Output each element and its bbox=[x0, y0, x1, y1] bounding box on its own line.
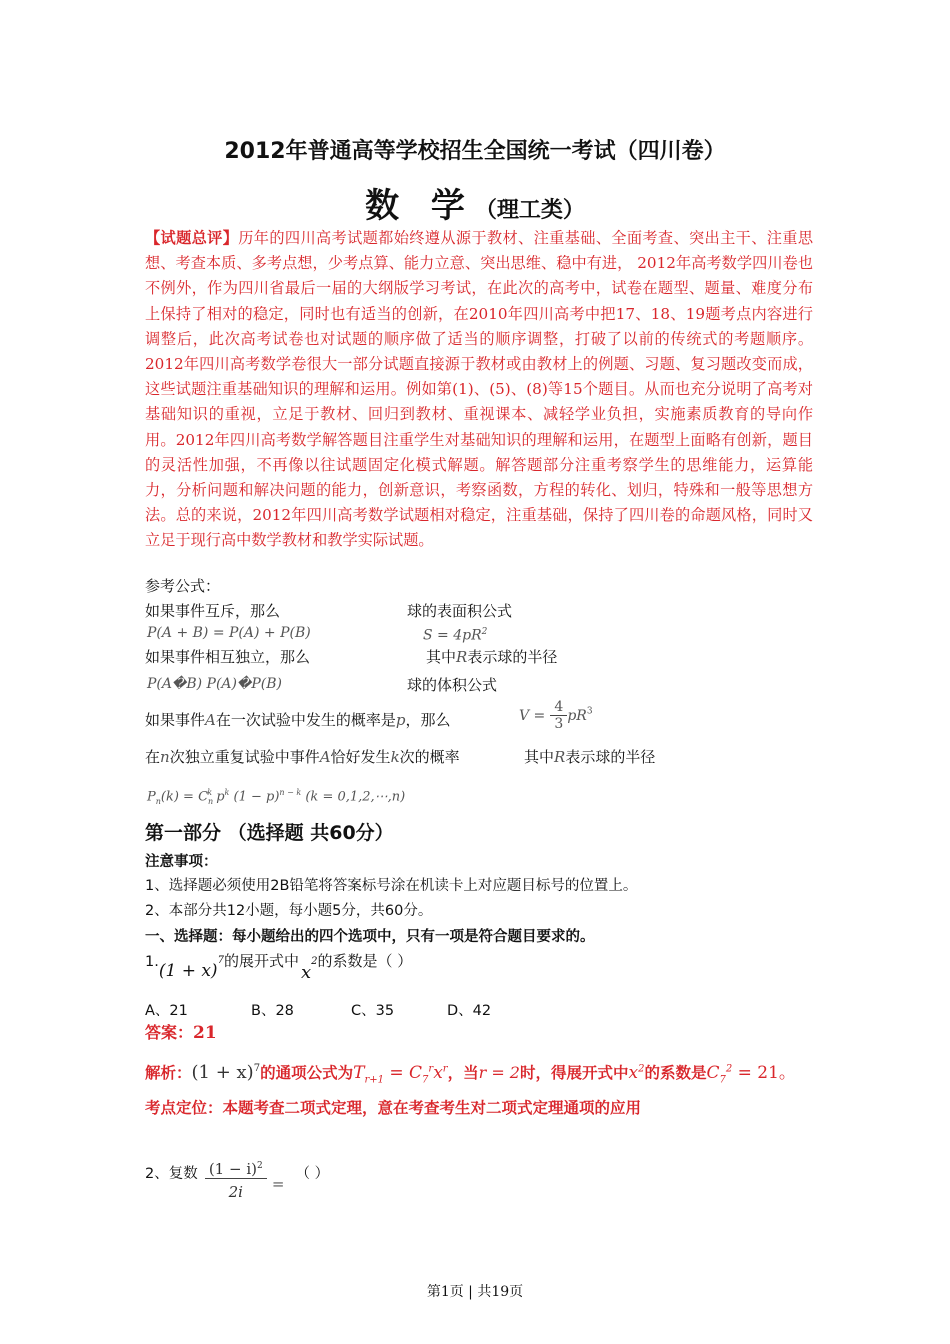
analysis-comb-sub: 7 bbox=[719, 1074, 726, 1086]
frac-num: 4 bbox=[550, 699, 567, 716]
q1-option-c[interactable]: C、35 bbox=[351, 1003, 395, 1019]
section-title: 第一部分 （选择题 共60分） bbox=[145, 822, 394, 844]
q1-x bbox=[300, 956, 318, 983]
formula-l5 bbox=[145, 709, 451, 730]
analysis-term bbox=[353, 1063, 448, 1086]
l7-tail2: (1 − p) bbox=[233, 789, 280, 805]
q1-option-a[interactable]: A、21 bbox=[145, 1003, 188, 1019]
l6-d: 次的概率 bbox=[399, 748, 460, 766]
q2-num-sup: 2 bbox=[256, 1161, 263, 1171]
analysis-comb-c: C bbox=[706, 1063, 720, 1083]
l5-V: V = bbox=[519, 708, 546, 724]
analysis-c-sub: 7 bbox=[422, 1074, 429, 1086]
l6-c: 恰好发生 bbox=[330, 748, 391, 766]
binomial-prob-formula: $P_n(k) = C_n^k$ $p^k$ $(1 - p)^{n - k}$ (k = 0,1,2,⋯,n) bbox=[147, 788, 406, 806]
analysis-x: x bbox=[433, 1063, 443, 1083]
q2-denominator: 2i bbox=[228, 1183, 243, 1201]
analysis-h: 时，得展开式中 bbox=[519, 1064, 629, 1082]
analysis-t-sub: r+1 bbox=[364, 1074, 384, 1086]
analysis-c: = C bbox=[383, 1063, 423, 1083]
note-1: 1、选择题必须使用2B铅笔将答案标号涂在机读卡上对应题目标号的位置上。 bbox=[145, 878, 638, 894]
l5-p: p bbox=[395, 711, 406, 729]
l3-a: 其中 bbox=[426, 648, 457, 666]
analysis-x-sup: r bbox=[442, 1063, 448, 1075]
l5-b: 在一次试验中发生的概率是 bbox=[215, 711, 396, 729]
l3-r: R bbox=[456, 648, 468, 666]
analysis-x2-sup: 2 bbox=[638, 1063, 645, 1075]
q2-numerator bbox=[205, 1160, 267, 1179]
q1-option-b[interactable]: B、28 bbox=[251, 1003, 294, 1019]
q1-analysis bbox=[145, 1058, 796, 1085]
analysis-j: 的系数是 bbox=[644, 1064, 707, 1082]
question-2 bbox=[145, 1160, 329, 1201]
l6-e: 其中 bbox=[524, 748, 555, 766]
l5-c: ，那么 bbox=[405, 711, 451, 729]
analysis-comb bbox=[706, 1063, 733, 1086]
analysis-expr-base: (1 + x) bbox=[191, 1062, 254, 1083]
question-1 bbox=[145, 950, 413, 983]
l6-b: 次独立重复试验中事件 bbox=[169, 748, 320, 766]
formula-l2-right bbox=[423, 627, 487, 644]
l5-A: A bbox=[205, 711, 216, 729]
l5-pR: pR bbox=[567, 708, 587, 724]
l3-b: 表示球的半径 bbox=[467, 648, 558, 666]
exam-subtitle bbox=[0, 178, 950, 227]
review-text: 历年的四川高考试题都始终遵从源于教材、注重基础、全面考查、突出主干、注重思想、考查本质、多考点想，少考点算、能力立意、突出思维、稳中有进， 2012年高考数学四川卷也不例外，作为四川省最后一届的大纲版学习考试，在此次的高考中，试卷在题型、题量、难度分布上保持了相对的稳定，同时也有适当的创新，在2010年四川高考中把17、18、19题考点内容进行调整后，此次高考试卷也对试题的顺序做了适当的顺序调整，打破了以前的传统式的考题顺序。2012年四川高考数学卷很大一部分试题直接源于教材或由教材上的例题、习题、复习题改变而成，这些试题注重基础知识的理解和运用。例如第(1)、(5)、(8)等15个题目。从而也充分说明了高考对基础知识的重视，立足于教材、回归到教材、重视课本、减轻学业负担，实施素质教育的导向作用。2012年四川高考数学解答题目注重学生对基础知识的理解和运用，在题型上面略有创新，题目的灵活性加强，不再像以往试题固定化模式解题。解答题部分注重考察学生的思维能力，运算能力，分析问题和解决问题的能力，创新意识，考察函数，方程的转化、划归，特殊和一般等思想方法。总的来说，2012年四川高考数学试题相对稳定，注重基础，保持了四川卷的命题风格，同时又立足于现行高中数学教材和教学实际试题。 bbox=[145, 229, 814, 550]
formula-l2-left: P(A + B) = P(A) + P(B) bbox=[147, 625, 311, 641]
analysis-t: T bbox=[353, 1063, 365, 1083]
analysis-x2-base: x bbox=[628, 1063, 639, 1083]
l6-n: n bbox=[160, 748, 170, 766]
sphere-area-exp: 2 bbox=[481, 627, 488, 637]
q1-x-base: x bbox=[300, 962, 312, 983]
q2-fraction bbox=[205, 1160, 267, 1201]
analysis-x2 bbox=[629, 1063, 645, 1083]
q2-eq: = bbox=[271, 1175, 285, 1193]
l7-rest: (k) = C bbox=[160, 789, 209, 805]
l6-f: 表示球的半径 bbox=[565, 748, 656, 766]
part-heading: 一、选择题：每小题给出的四个选项中，只有一项是符合题目要求的。 bbox=[145, 929, 595, 945]
sphere-area-formula: S = 4pR bbox=[423, 627, 482, 644]
analysis-b: 的通项公式为 bbox=[260, 1064, 354, 1082]
note-2: 2、本部分共12小题，每小题5分，共60分。 bbox=[145, 903, 433, 919]
l7-tail3: (k = 0,1,2,⋯,n) bbox=[305, 789, 406, 805]
review-tag: 【试题总评】 bbox=[145, 229, 239, 247]
q1-expr-base: (1 + x) bbox=[158, 961, 218, 981]
frac-den: 3 bbox=[554, 716, 564, 732]
q1-answer bbox=[145, 1020, 217, 1043]
analysis-l: = 21。 bbox=[732, 1063, 796, 1083]
q1-expr-exp: 7 bbox=[217, 955, 224, 967]
analysis-expr bbox=[192, 1062, 261, 1083]
exam-title: 2012年普通高等学校招生全国统一考试（四川卷） bbox=[224, 139, 726, 164]
formula-l6-right bbox=[524, 746, 655, 767]
formula-l4-left: P(A�B) P(A)�P(B) bbox=[147, 676, 282, 692]
q1-x-exp: 2 bbox=[311, 956, 318, 967]
formula-l6 bbox=[145, 746, 460, 767]
q2-num: 2、复数 bbox=[145, 1166, 198, 1182]
q1-kaodian: 考点定位：本题考查二项式定理，意在考查考生对二项式定理通项的应用 bbox=[145, 1099, 642, 1117]
page-footer: 第1页 | 共19页 bbox=[426, 1284, 524, 1300]
analysis-label: 解析： bbox=[145, 1064, 192, 1082]
analysis-expr-exp: 7 bbox=[253, 1063, 261, 1074]
review-paragraph bbox=[145, 226, 813, 554]
l6-A: A bbox=[319, 748, 331, 766]
l7-tail: p bbox=[216, 789, 225, 805]
formula-l4-right: 球的体积公式 bbox=[407, 676, 498, 694]
fraction-4-3 bbox=[550, 699, 567, 732]
l6-a: 在 bbox=[145, 748, 161, 766]
q1-num: 1. bbox=[145, 954, 159, 970]
l5-sup: 3 bbox=[586, 706, 593, 717]
q1-expr bbox=[158, 955, 224, 981]
l5-a: 如果事件 bbox=[145, 711, 206, 729]
analysis-comb-sup: 2 bbox=[725, 1063, 733, 1075]
sphere-volume-formula bbox=[519, 699, 593, 732]
formulas-heading: 参考公式： bbox=[145, 577, 221, 595]
subject-type: （理工类） bbox=[474, 198, 585, 223]
formula-l1-left: 如果事件互斥，那么 bbox=[145, 602, 281, 620]
notes-heading: 注意事项： bbox=[145, 854, 218, 870]
subject-name: 数 学 bbox=[365, 186, 475, 226]
q2-num-expr: (1 − i) bbox=[208, 1160, 257, 1178]
formula-l3-right bbox=[426, 646, 557, 667]
formula-l1-right: 球的表面积公式 bbox=[407, 602, 513, 620]
analysis-g: r = 2 bbox=[478, 1063, 520, 1082]
q1-text-a: 的展开式中 bbox=[223, 952, 299, 970]
q2-paren: （ ） bbox=[295, 1166, 330, 1182]
l6-k: k bbox=[390, 748, 400, 766]
analysis-c-sup: r bbox=[428, 1063, 434, 1075]
analysis-f: ，当 bbox=[447, 1064, 479, 1082]
answer-label: 答案： bbox=[145, 1023, 194, 1042]
answer-value: 21 bbox=[193, 1023, 217, 1043]
formula-l3-left: 如果事件相互独立，那么 bbox=[145, 648, 311, 666]
q1-text-b: 的系数是（ ） bbox=[317, 952, 413, 970]
q1-option-d[interactable]: D、42 bbox=[447, 1003, 492, 1019]
l6-R: R bbox=[554, 748, 566, 766]
l7-p: P bbox=[147, 789, 156, 805]
